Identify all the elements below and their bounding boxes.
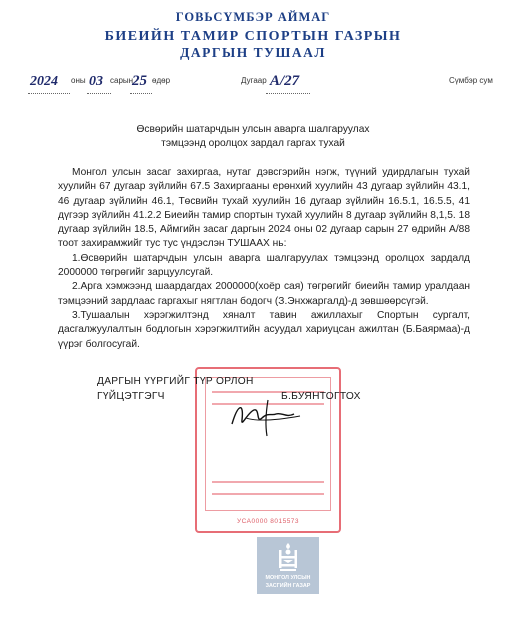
header-aimag: ГОВЬСҮМБЭР АЙМАГ [175, 10, 331, 24]
handwritten-signature [228, 394, 308, 438]
date-day: 25 [132, 73, 147, 89]
logo-text-line2: ЗАСГИЙН ГАЗАР [265, 583, 311, 589]
issue-place: Сүмбэр сум [449, 76, 493, 85]
logo-text-line1: МОНГОЛ УЛСЫН [265, 575, 311, 581]
date-year-label: оны [71, 76, 86, 85]
header-department: БИЕИЙН ТАМИР СПОРТЫН ГАЗРЫН [104, 29, 402, 44]
date-day-line [130, 93, 152, 94]
order-item-1: 1.Өсвөрийн шатарчдын улсын аварга шалгаруулах тэмцээнд оролцох зардалд 2000000 төгрөгийг зарцуулсугай. [58, 252, 470, 279]
soyombo-emblem-icon [276, 542, 300, 572]
date-year: 2024 [30, 74, 58, 89]
preamble-paragraph: Монгол улсын засаг захиргаа, нутаг дэвсгэрийн нэгж, түүний удирдлагын тухай хуулийн 67 дугаар зүйлийн 67.5 Захиргааны ерөнхий хуулийн 43 дугаар зүйлийн 43.1, 46 дугаар зүйлийн 46.1, Төсвийн тухай хуулийн 16 дугаар зүйлийн 16.5.1, 16.5.5, 41 дүгээр зүйлийн 41.2.2 Биеийн тамир спортын тухай хуулийн 8 дугаар зүйлийн 8,1,5. 18 дугаар зүйлийн 18.5, Аймгийн засаг даргын 2024 оны 02 дугаар сарын 27 өдрийн А/88 тоот захирамжийг тус тус үндэслэн ТУШААХ нь: [58, 167, 470, 250]
signer-title-line2: ГҮЙЦЭТГЭГЧ [97, 391, 165, 402]
date-month-line [87, 93, 111, 94]
order-item-2: 2.Арга хэмжээнд шаардагдах 2000000(хоёр сая) төгрөгийг биеийн тамир уралдаан тэмцээний зардлаас гаргахыг нягтлан бодогч (З.Энхжаргалд)-д зөвшөөрсүгэй. [58, 281, 470, 307]
stamp-line [212, 481, 324, 483]
signer-title-line1: ДАРГЫН ҮҮРГИЙГ ТҮР ОРЛОН [97, 376, 254, 387]
header-order-title: ДАРГЫН ТУШААЛ [180, 45, 326, 60]
stamp-line [212, 493, 324, 495]
body-text [58, 166, 470, 352]
order-subject-line1: Өсвөрийн шатарчдын улсын аварга шалгаруулах [136, 124, 370, 135]
signer-name: Б.БУЯНТОГТОХ [281, 391, 361, 402]
date-month: 03 [89, 74, 103, 89]
order-number: A/27 [270, 73, 300, 89]
date-month-label: сарын [110, 76, 134, 85]
order-subject-line2: тэмцээнд оролцох зардал гаргах тухай [161, 138, 345, 149]
order-item-3: 3.Тушаалын хэрэгжилтэнд хяналт тавин ажиллахыг Спортын сургалт, дасгалжуулалтын бодлогын хэрэгжилтийн асуудал хариуцсан ажилтан (Б.Баярмаа)-д үүрэг болгосугай. [58, 309, 470, 350]
date-day-label: өдөр [152, 76, 171, 85]
date-year-line [28, 93, 70, 94]
stamp-code: УСА0000 8015573 [236, 518, 300, 525]
government-logo [257, 537, 319, 594]
order-number-label: Дугаар [241, 76, 267, 85]
order-number-line [266, 93, 310, 94]
